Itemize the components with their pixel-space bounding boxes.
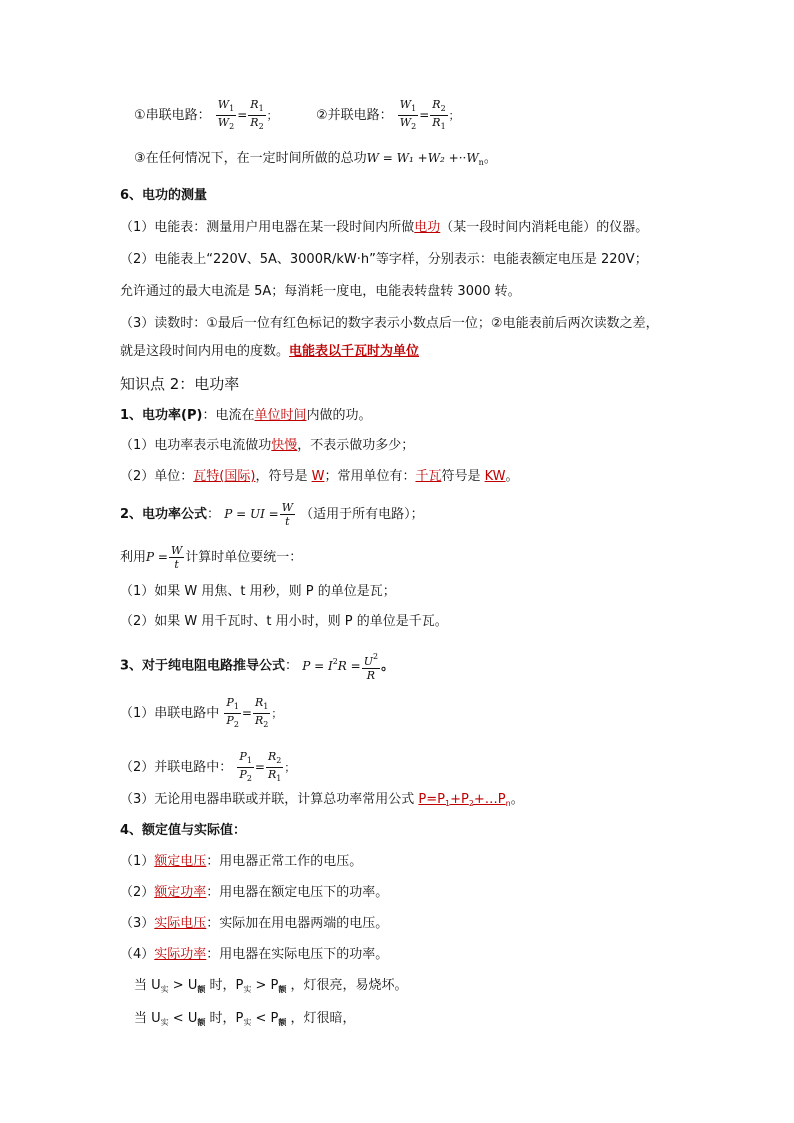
kp2-parallel: （2）并联电路中： $\frac{P_1}{P_2}$ = $\frac{R_2}{R_1}$ ； [120,750,296,783]
kp2-series: （1）串联电路中 $\frac{P_1}{P_2}$ = $\frac{R_1}{R_2}$ ； [120,696,283,729]
fraction-u2-r: $\frac{U^2}{R}$ [363,652,379,682]
total-work-line: ③在任何情况下，在一定时间所做的总功$W = W_1 +W_2 +\cdot\cdot W_n$。 [134,151,497,167]
sec6-p2a: （2）电能表上“220V、5A、3000R/kW·h”等字样，分别表示：电能表额定电压是 220V； [120,252,648,267]
kp2-u2: （2）如果 W 用千瓦时、t 用小时，则 P 的单位是千瓦。 [120,614,448,629]
section-6-title: 6、电功的测量 [120,188,208,203]
kp2-i2: （2）单位：瓦特(国际)，符号是 W；常用单位有：千瓦符号是 KW。 [120,469,519,484]
kp2-total: （3）无论用电器串联或并联，计算总功率常用公式 $P=P_1+P_2+\dots P_n$。 [120,792,524,808]
fraction-r1-r2-power: $\frac{R_1}{R_2}$ [254,696,269,729]
series-ratio-line: ①串联电路： $\frac{W_1}{W_2}$ = $\frac{R_1}{R_2}$ ； [134,98,278,131]
kp2-r2: （2）额定功率：用电器在额定电压下的功率。 [120,885,389,900]
fraction-r2-r1: $\frac{R_2}{R_1}$ [432,98,446,131]
fraction-r2-r1-power: $\frac{R_2}{R_1}$ [267,750,282,783]
parallel-ratio-line: ②并联电路： $\frac{W_1}{W_2}$ = $\frac{R_2}{R_1}$ ； [316,98,460,131]
kp2-use: 利用P = $\frac{W}{t}$ 计算时单位要统一： [120,544,303,571]
kp2-h1: 1、电功率(P)：电流在单位时间内做的功。 [120,408,372,423]
fraction-r1-r2: $\frac{R_1}{R_2}$ [250,98,264,131]
fraction-p1-p2: $\frac{P_1}{P_2}$ [226,696,239,729]
fraction-w1-w2-parallel: $\frac{W_1}{W_2}$ [399,98,417,131]
kp2-when-low: 当 $U_实 < U_额$ 时，$P_实 < P_额$ ，灯很暗， [134,1011,356,1027]
kp2-h4: 4、额定值与实际值： [120,823,247,838]
kp2-title: 知识点 2：电功率 [120,375,240,393]
sec6-p1: （1）电能表：测量用户用电器在某一段时间内所做电功（某一段时间内消耗电能）的仪器。 [120,220,649,235]
fraction-w-t-2: $\frac{W}{t}$ [170,544,183,571]
parallel-label: ②并联电路： [316,108,393,123]
sec6-p3b: 就是这段时间内用电的度数。电能表以千瓦时为单位 [120,344,420,359]
series-label: ①串联电路： [134,108,211,123]
kp2-when-high: 当 $U_实 > U_额$ 时，$P_实 > P_额$ ，灯很亮，易烧坏。 [134,978,408,994]
kp2-r3: （3）实际电压：实际加在用电器两端的电压。 [120,916,389,931]
sec6-p3a: （3）读数时：①最后一位有红色标记的数字表示小数点后一位；②电能表前后两次读数之差， [120,316,659,331]
kp2-u1: （1）如果 W 用焦、t 用秒，则 P 的单位是瓦； [120,584,396,599]
kp2-h3: 3、对于纯电阻电路推导公式： $P = I^2R$ = $\frac{U^2}{R}$ 。 [120,652,395,682]
kp2-i1: （1）电功率表示电流做功快慢，不表示做功多少； [120,438,415,453]
kp2-r4: （4）实际功率：用电器在实际电压下的功率。 [120,947,389,962]
kp2-h2: 2、电功率公式： P = UI = $\frac{W}{t}$ （适用于所有电路）； [120,501,424,528]
fraction-w-t: $\frac{W}{t}$ [281,501,293,528]
sec6-p2b: 允许通过的最大电流是 5A；每消耗一度电，电能表转盘转 3000 转。 [120,284,521,299]
fraction-p1-p2-parallel: $\frac{P_1}{P_2}$ [239,750,252,783]
fraction-w1-w2: $\frac{W_1}{W_2}$ [217,98,235,131]
kp2-r1: （1）额定电压：用电器正常工作的电压。 [120,854,363,869]
